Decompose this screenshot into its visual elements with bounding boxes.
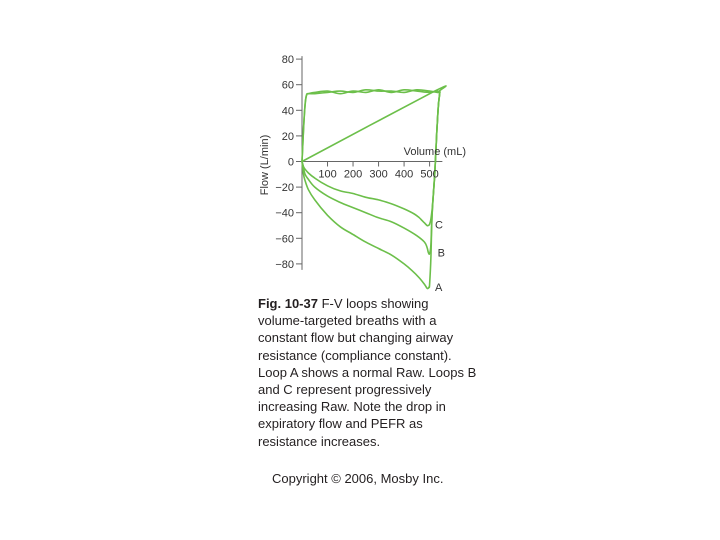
- loop-a-line: [302, 86, 446, 289]
- y-tick-label: 60: [281, 79, 294, 92]
- figure-label: Fig. 10-37: [258, 296, 318, 311]
- y-tick-label: −40: [275, 207, 294, 220]
- x-tick-label: 400: [394, 168, 414, 181]
- loop-a-label: A: [435, 282, 443, 295]
- x-tick-label: 500: [420, 168, 439, 181]
- loop-b-label: B: [437, 247, 445, 260]
- x-tick-label: 200: [343, 168, 363, 181]
- x-tick-label: 300: [369, 168, 388, 181]
- y-tick-label: −80: [275, 258, 294, 271]
- y-axis-label: Flow (L/min): [259, 134, 271, 196]
- x-axis-label: Volume (mL): [403, 146, 466, 158]
- y-tick-label: 80: [281, 54, 294, 67]
- y-tick-label: 0: [287, 156, 294, 169]
- caption-text: F-V loops showing volume-targeted breaths with a constant flow but changing airway resistance (compliance constant). Loop A shows a normal Raw. Loops B and C represent progressively increasing Raw. Note the drop in expiratory flow and PEFR as resistance increases.: [258, 296, 477, 449]
- figure-caption: [258, 295, 478, 450]
- y-tick-label: 20: [281, 130, 294, 143]
- y-tick-label: −20: [275, 182, 294, 195]
- loop-c-label: C: [435, 219, 444, 232]
- chart-plot-area: [302, 86, 446, 289]
- y-tick-label: −60: [275, 233, 294, 246]
- x-tick-label: 100: [318, 168, 337, 181]
- copyright-notice: Copyright © 2006, Mosby Inc.: [272, 471, 444, 486]
- loop-c-line: [302, 92, 440, 225]
- y-tick-label: 40: [281, 105, 294, 118]
